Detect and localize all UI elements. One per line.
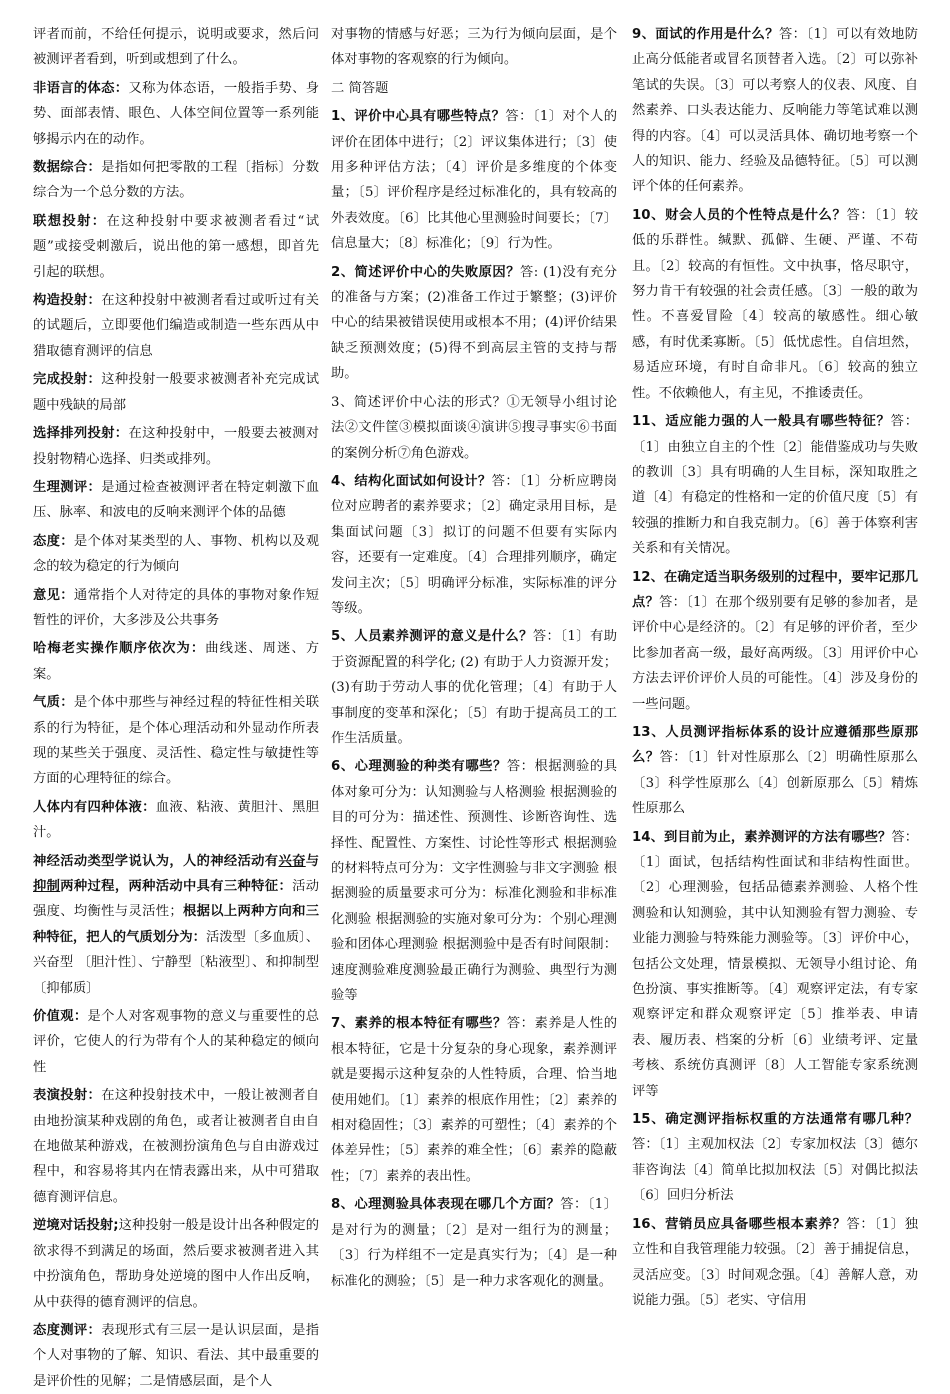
entry-term: 10、财会人员的个性特点是什么？ [632,207,847,223]
definition-entry [331,260,617,387]
entry-text: 答：〔1〕较低的乐群性。缄默、孤僻、生硬、严谨、不苟且。〔2〕较高的有恒性。文中执事，恪尽职守，努力肯干有较强的社会责任感。〔3〕一般的敢为性。不喜爱冒险〔4〕较高的敏感性。细心敏感，有时优柔寡断。〔5〕低忧虑性。自信坦然，易适应环境，有时自命非凡。〔6〕较高的独立性。不依赖他人，有主见，不推诿责任。 [632,207,918,401]
definition-entry [33,209,319,285]
definition-entry [632,203,918,406]
entry-term: 生理测评： [33,479,102,495]
entry-term: 6、心理测验的种类有哪些？ [331,759,507,775]
definition-entry [33,1004,319,1080]
entry-text: 血液、粘液、黄胆汁、黑胆汁。 [33,799,320,841]
entry-term: 完成投射： [33,372,102,388]
entry-text: 答：〔1〕有助于资源配置的科学化; (2) 有助于人力资源开发；(3)有助于劳动人事的优化管理；〔4〕有助于人事制度的变革和深化；〔5〕有助于提高员工的工作生活质量。 [331,629,617,746]
entry-text: 活动强度、均衡性与灵活性； [33,879,320,920]
entry-term: 意见： [33,587,74,603]
entry-text: 是个体中那些与神经过程的特征性相关联系的行为特征，是个体心理活动和外显动作所表现的某些关于强度、灵活性、稳定性与敏捷性等方面的心理特征的综合。 [33,695,320,787]
entry-text: 这种投射一般要求被测者补充完成试题中残缺的局部 [33,372,320,413]
entry-term: 态度： [33,533,74,549]
definition-entry [33,367,319,418]
definition-entry [331,754,617,1008]
definition-entry [331,22,617,73]
entry-term: 9、面试的作用是什么？ [632,27,779,42]
entry-text: 在这种投射中，一般要去被测对投射物精心选择、归类或排列。 [33,426,320,467]
entry-text: 答: (1)没有充分的准备与方案；(2)准备工作过于繁整；(3)评价中心的结果被错误使用或根本不用；(4)评价结果缺乏预测效度；(5)得不到高层主管的支持与帮助。 [331,264,617,382]
definition-entry [331,390,617,466]
entry-term: 哈梅老实操作顺序依次为： [33,641,206,657]
entry-term: 两种过程，两种活动中具有三种特征： [60,879,293,894]
definition-entry [33,529,319,580]
entry-term: 11、适应能力强的人一般具有哪些特征？ [632,414,891,430]
definition-entry [33,1083,319,1210]
entry-text: 是通过检查被测评者在特定刺激下血压、脉率、和波电的反响来测评个体的品德 [33,479,320,521]
entry-term: 根据以上两种方向和三种特征，把人的气质划分为： [33,904,320,945]
definition-entry [632,409,918,561]
entry-text: 对事物的情感与好恶；三为行为倾向层面，是个体对事物的客观察的行为倾向。 [331,27,617,68]
definition-entry [33,690,319,792]
entry-term: 表演投射： [33,1088,102,1104]
entry-term: 5、人员素养测评的意义是什么？ [331,629,533,645]
definition-entry [33,583,319,634]
entry-term: 价值观： [33,1009,88,1025]
entry-text: 在这种投射中要求被测者看过“试题”或接受刺激后，说出他的第一感想，即首先引起的联想。 [33,213,319,280]
entry-text: 答：〔1〕针对性原那么〔2〕明确性原那么〔3〕科学性原那么〔4〕创新原那么〔5〕精炼性原那么 [632,750,918,817]
definition-entry [632,565,918,717]
entry-text: 又称为体态语，一般指手势、身势、面部表情、眼色、人体空间位置等一系列能够揭示内在的动作。 [33,80,320,147]
entry-term: 联想投射： [33,213,107,229]
definition-entry [33,76,319,152]
entry-term: 构造投射： [33,293,102,309]
column-middle [331,22,617,1332]
entry-text: 在这种投射技术中，一般让被测者自由地扮演某种戏剧的角色，或者让被测者自由自在地做某种游戏，在被测扮演角色与自由游戏过程中，和容易将其内在情表露出来，从中可猎取德育测评信息。 [33,1088,320,1205]
entry-text: 评者而前，不给任何提示，说明或要求，然后问被测评者看到，听到或想到了什么。 [33,27,319,68]
entry-text: 是指如何把零散的工程〔指标〕分数综合为一个总分数的方法。 [33,160,320,201]
entry-text: 表现形式有三层一是认识层面，是指个人对事物的了解、知识、看法、其中最重要的是评价性的见解；二是情感层面，是个人 [33,1322,320,1389]
definition-entry [33,636,319,687]
underlined-term: 抑制 [33,879,61,894]
entry-text: 答：〔1〕在那个级别要有足够的参加者，是评价中心是经济的。〔2〕有足够的评价者，至少比参加者高一级，最好高两级。〔3〕用评价中心方法去评价评价人员的可能性。〔4〕涉及身份的一些问题。 [632,594,919,712]
entry-term: 7、素养的根本特征有哪些？ [331,1016,507,1032]
entry-text: 答：〔1〕是对行为的测量；〔2〕是对一组行为的测量；〔3〕行为样组不一定是真实行为；〔4〕是一种标准化的测验；〔5〕是一种力求客观化的测量。 [331,1197,617,1289]
entry-term: 14、到目前为止，素养测评的方法有哪些？ [632,829,892,845]
entry-term: 13、人员测评指标体系的设计应遵循那些原那么？ [632,724,918,766]
entry-term: 16、营销员应具备哪些根本素养？ [632,1216,847,1232]
entry-text: 答：〔1〕独立性和自我管理能力较强。〔2〕善于捕捉信息，灵活应变。〔3〕时间观念强。〔4〕善解人意，劝说能力强。〔5〕老实、守信用 [632,1216,918,1308]
entry-text: 二 简答题 [331,80,389,96]
entry-term: 4、结构化面试如何设计？ [331,473,492,489]
definition-entry [33,475,319,526]
definition-entry [632,1107,918,1209]
definition-entry [331,1011,617,1189]
definition-entry [33,795,319,846]
entry-text: 活泼型〔多血质〕、兴奋型 〔胆汁性〕、宁静型〔粘液型〕、和抑制型〔抑郁质〕 [33,929,320,996]
entry-text: 答：〔1〕主观加权法〔2〕专家加权法〔3〕德尔菲咨询法〔4〕简单比拟加权法〔5〕对偶比拟法〔6〕回归分析法 [632,1137,918,1204]
entry-text: 答：〔1〕对个人的评价在团体中进行；〔2〕评议集体进行；〔3〕使用多种评估方法；〔4〕评价是多维度的个体变量；〔5〕评价程序是经过标准化的，具有较高的外表效度。〔6〕比其他心里测验时间要长；〔7〕信息量大；〔8〕标准化；〔9〕行为性。 [331,109,617,252]
entry-text: 通常指个人对待定的具体的事物对象作短暂性的评价，大多涉及公共事务 [33,587,320,628]
definition-entry [632,22,918,200]
nervous-activity-entry [33,849,319,1001]
entry-text: 答：〔1〕可以有效地防止高分低能者或冒名顶替者入选。〔2〕可以弥补笔试的失误。〔3〕可以考察人的仪表、风度、自然素养、口头表达能力、反响能力等笔试难以测得的内容。〔4〕可以灵活具体、确切地考察一个人的知识、能力、经验及品德特征。〔5〕可以测评个体的任何素养。 [632,27,918,195]
definition-entry [33,288,319,364]
definition-entry [632,825,918,1104]
definition-entry [33,155,319,206]
column-left [33,22,320,1389]
entry-term: 2、简述评价中心的失败原因？ [331,264,521,280]
entry-text: 答：〔1〕分析应聘岗位对应聘者的素养要求；〔2〕确定录用目标，是集面试问题〔3〕拟订的问题不但要有实际内容，还要有一定难度。〔4〕合理排列顺序，确定发问主次；〔5〕明确评分标准，实际标准的评分等级。 [331,473,617,616]
entry-term: 12、在确定适当职务级别的过程中，要牢记那几点？ [632,569,918,610]
definition-entry [632,1212,918,1314]
entry-text: 答：素养是人性的根本特征，它是十分复杂的身心现象，素养测评就是要揭示这种复杂的人性特质，合理、恰当地使用她们。〔1〕素养的根底作用性；〔2〕素养的相对稳固性；〔3〕素养的可塑性；〔4〕素养的个体差异性；〔5〕素养的难全性；〔6〕素养的隐蔽性；〔7〕素养的表出性。 [331,1016,617,1184]
entry-text: 是个人对客观事物的意义与重要性的总评价，它使人的行为带有个人的某种稳定的倾向性 [33,1009,320,1075]
entry-term: 1、评价中心具有哪些特点？ [331,109,506,125]
definition-entry [33,1318,319,1394]
entry-term: 人体内有四种体液： [33,799,156,815]
entry-term: 逆境对话投射; [33,1218,119,1234]
entry-text: 3、简述评价中心法的形式？①无领导小组讨论法②文件筐③模拟面谈④演讲⑤搜寻事实⑥书面的案例分析⑦角色游戏。 [331,394,617,461]
underlined-term: 兴奋 [278,853,306,869]
entry-term: 数据综合： [33,160,102,176]
definition-entry [33,22,319,73]
entry-text: 答：〔1〕面试，包括结构性面试和非结构性面世。〔2〕心理测验，包括品德素养测验、人格个性测验和认知测验，其中认知测验有智力测验、专业能力测验与特殊能力测验等。〔3〕评价中心，包括公文处理，情景模拟、无领导小组讨论、角色扮演、事实推断等。〔4〕观察评定法，有专家观察评定和群众观察评定〔5〕推举表、申请表、履历表、档案的分析〔6〕业绩考评、定量考核、系统仿真测评〔8〕人工智能专家系统测评等 [632,829,918,1099]
entry-term: 与 [305,853,320,869]
definition-entry [632,720,918,822]
definition-entry [33,421,319,472]
entry-text: 答：〔1〕由独立自主的个性〔2〕能借鉴成功与失败的教训〔3〕具有明确的人生目标，深知取胜之道〔4〕有稳定的性格和一定的价值尺度〔5〕有较强的推断力和自我克制力。〔6〕善于体察利害关系和有关情况。 [632,414,918,557]
definition-entry [331,76,617,101]
entry-term: 态度测评： [33,1322,102,1338]
entry-term: 选择排列投射： [33,426,129,442]
definition-entry [331,624,617,751]
entry-text: 曲线迷、周迷、方案。 [33,641,320,682]
entry-text: 答：根据测验的具体对象可分为：认知测验与人格测验 根据测验的目的可分为：描述性、预测性、诊断咨询性、选择性、配置性、方案性、讨论性等形式 根据测验的材料特点可分为：文字性测验与非文字测验 根据测验的质量要求可分为：标准化测验和非标准化测验 根据测验的实施对象可分为：个别心理测验和团体心理测验 根据测验中是否有时间限制：速度测验难度测验最正确行为测验、典型行为测验等 [331,759,617,1004]
definition-entry [33,1213,319,1315]
entry-term: 8、心理测验具体表现在哪几个方面？ [331,1197,561,1213]
entry-term: 气质： [33,695,74,711]
entry-term: 15、确定测评指标权重的方法通常有哪几种？ [632,1112,918,1128]
entry-text: 是个体对某类型的人、事物、机构以及观念的较为稳定的行为倾向 [33,533,320,575]
entry-text: 这种投射一般是设计出各种假定的欲求得不到满足的场面，然后要求被测者进入其中扮演角色，帮助身处逆境的图中人作出反响，从中获得的德育测评的信息。 [33,1218,319,1310]
entry-text: 在这种投射中被测者看过或听过有关的试题后，立即要他们编造或制造一些东西从中猎取德育测评的信息 [33,293,320,359]
definition-entry [331,469,617,621]
definition-entry [331,1192,617,1294]
definition-entry [331,104,617,256]
entry-term: 非语言的体态： [33,80,129,96]
column-right [632,22,918,1332]
entry-term: 神经活动类型学说认为，人的神经活动有 [33,853,279,869]
